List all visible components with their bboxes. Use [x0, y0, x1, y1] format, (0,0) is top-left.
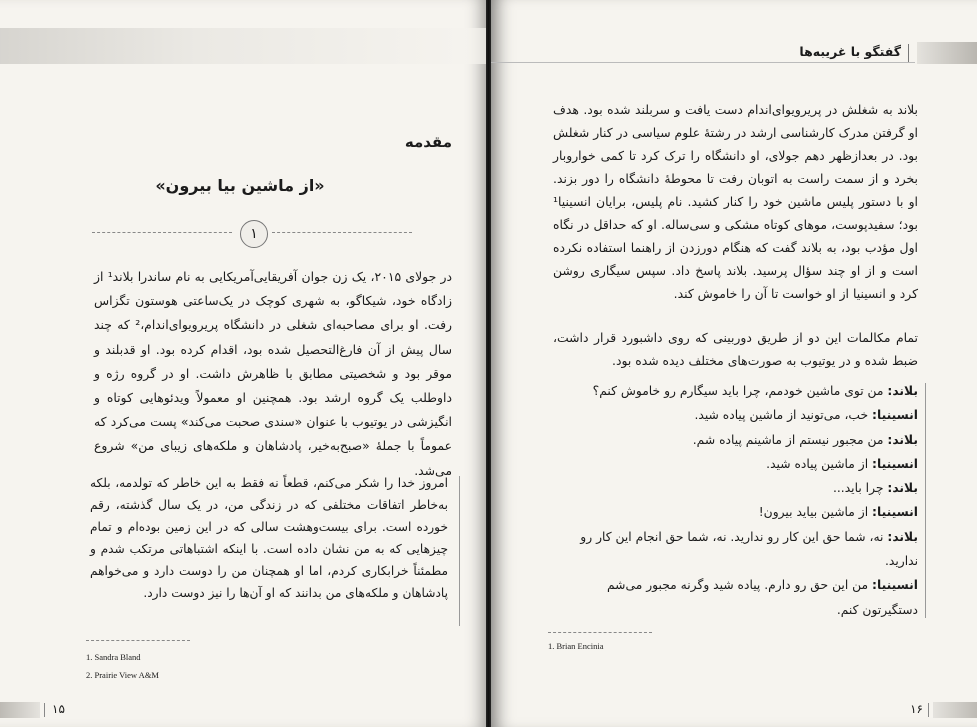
speaker: بلاند:: [887, 529, 918, 544]
body-paragraph-1: بلاند به شغلش در پریرویوای‌اندام دست یافت و سربلند شده بود. هدف او گرفتن مدرک کارشناسی ارشد در رشتهٔ علوم سیاسی در کنار شغلش بود. در بعدازظهر دهم جولای، او دانشگاه را ترک کرد تا کمی خواروبار بخرد و از سمت راست به اتوبان رفت تا محوطهٔ دانشگاه را دور بزند. او با دستور پلیس ماشین خود را کنار کشید. نام پلیس، برایان انسینیا¹ بود؛ سفیدپوست، موهای کوتاه مشکی و سی‌ساله. او که حداقل در نگاه اول مؤدب بود، به بلاند گفت که هنگام دورزدن از راهنما استفاده نکرده است و از او چند سؤال پرسید. بلاند پاسخ داد. سپس سیگاری روشن کرد و انسینیا از او خواست تا آن را خاموش کند.: [553, 102, 918, 301]
dialogue-bar: [925, 383, 926, 618]
body-paragraph-2: تمام مکالمات این دو از طریق دوربینی که روی داشبورد قرار داشت، ضبط شده و در یوتیوب به صورت‌های مختلف دیده شده بود.: [553, 330, 918, 368]
footnotes: [86, 648, 159, 684]
dialogue-line: [553, 379, 918, 403]
speaker: انسینیا:: [872, 456, 918, 471]
ornament-line-left: [92, 232, 232, 233]
dialogue-line: [553, 573, 918, 622]
page-number: ۱۵: [52, 702, 65, 716]
chapter-label: مقدمه: [404, 133, 452, 151]
running-header: [491, 40, 977, 68]
line-text: من مجبور نیستم از ماشینم پیاده شم.: [692, 432, 884, 447]
line-text: من این حق رو دارم. پیاده شید وگرنه مجبور می‌شم دستگیرتون کنم.: [607, 578, 918, 617]
body-paragraph: در جولای ۲۰۱۵، یک زن جوان آفریقایی‌آمریکایی به نام ساندرا بلاند¹ از زادگاه خود، شیکاگو، به شهری کوچک در یک‌ساعتی هوستون تگزاس رفت. او برای مصاحبه‌ای شغلی در دانشگاه پریرویوای‌اندام،² که چند سال پیش از آن فارغ‌التحصیل شده بود، اقدام کرده بود. او قدبلند و موقر بود و شخصیتی مطابق با ظاهرش داشت. او در گروه رژه و داوطلب یک گروه ارشد بود. همچنین او معمولاً ویدئوهایی کوتاه و انگیزشی در یوتیوب با عنوان «سندی صحبت می‌کند» پست می‌کرد که عموماً با جملهٔ «صبح‌به‌خیر، پادشاهان و ملکه‌های زیبای من» شروع می‌شد.: [94, 269, 452, 478]
chapter-title: «از ماشین بیا بیرون»: [155, 176, 325, 195]
page-number: ۱۶: [910, 702, 923, 716]
page-number-box: [897, 700, 977, 720]
dialogue-line: [553, 500, 918, 524]
page-number-shade: [933, 702, 977, 718]
top-shade-band: [0, 28, 486, 64]
chapter-number: ۱: [240, 220, 268, 248]
header-divider: [908, 44, 909, 62]
quote-bar: [459, 476, 460, 626]
dialogue-line: [553, 428, 918, 452]
right-page: [491, 0, 977, 727]
footnote-2: 2. Prairie View A&M: [86, 670, 159, 680]
footnotes: [548, 641, 603, 651]
page-number-divider: [44, 703, 45, 717]
dialogue-block: [553, 379, 918, 622]
dialogue-line: [553, 403, 918, 427]
line-text: من توی ماشین خودمم، چرا باید سیگارم رو خاموش کنم؟: [592, 384, 884, 398]
speaker: انسینیا:: [872, 505, 918, 520]
speaker: بلاند:: [887, 481, 918, 496]
header-rule: [491, 62, 915, 63]
speaker: بلاند:: [887, 432, 918, 447]
line-text: از ماشین بیاید بیرون!: [758, 505, 869, 520]
footnote-1: 1. Brian Encinia: [548, 641, 604, 651]
line-text: نه، شما حق این کار رو ندارید. نه، شما حق انجام این کار رو ندارید.: [580, 529, 918, 569]
dialogue-line: [553, 525, 918, 574]
speaker: انسینیا:: [872, 578, 918, 593]
speaker: بلاند:: [887, 384, 918, 398]
quote-text: امروز خدا را شکر می‌کنم، قطعاً نه فقط به این خاطر که تولدمه، بلکه به‌خاطر اتفاقات مختلفی که در زندگی من، در یک سال گذشته، رقم خورده است. برای بیست‌وهشت سالی که در این زمین بوده‌ام و تمام چیزهایی که به من نشان داده است. با اینکه اشتباهاتی مرتکب شدم و مطمئناً خرابکاری کردم، اما او همچنان من را دوست دارد و می‌خواهم پادشاهان و ملکه‌های من بدانند که او آن‌ها را نیز دوست دارد.: [90, 476, 448, 600]
dialogue-line: [553, 452, 918, 476]
page-number-shade: [0, 702, 40, 718]
running-header-title: گفتگو با غریبه‌ها: [799, 44, 901, 59]
left-page: [0, 0, 486, 727]
block-quote: [90, 472, 460, 632]
page-number-box: [0, 700, 74, 720]
header-shade: [917, 42, 977, 64]
line-text: چرا باید...: [832, 481, 884, 496]
ornament-line-right: [272, 232, 412, 233]
footnote-separator: [548, 632, 652, 633]
line-text: خب، می‌تونید از ماشین پیاده شید.: [694, 408, 869, 423]
line-text: از ماشین پیاده شید.: [766, 456, 869, 471]
footnote-separator: [86, 640, 190, 641]
page-number-divider: [928, 703, 929, 717]
chapter-ornament: [92, 220, 412, 246]
speaker: انسینیا:: [872, 408, 918, 423]
dialogue-line: [553, 476, 918, 500]
footnote-1: 1. Sandra Bland: [86, 652, 141, 662]
